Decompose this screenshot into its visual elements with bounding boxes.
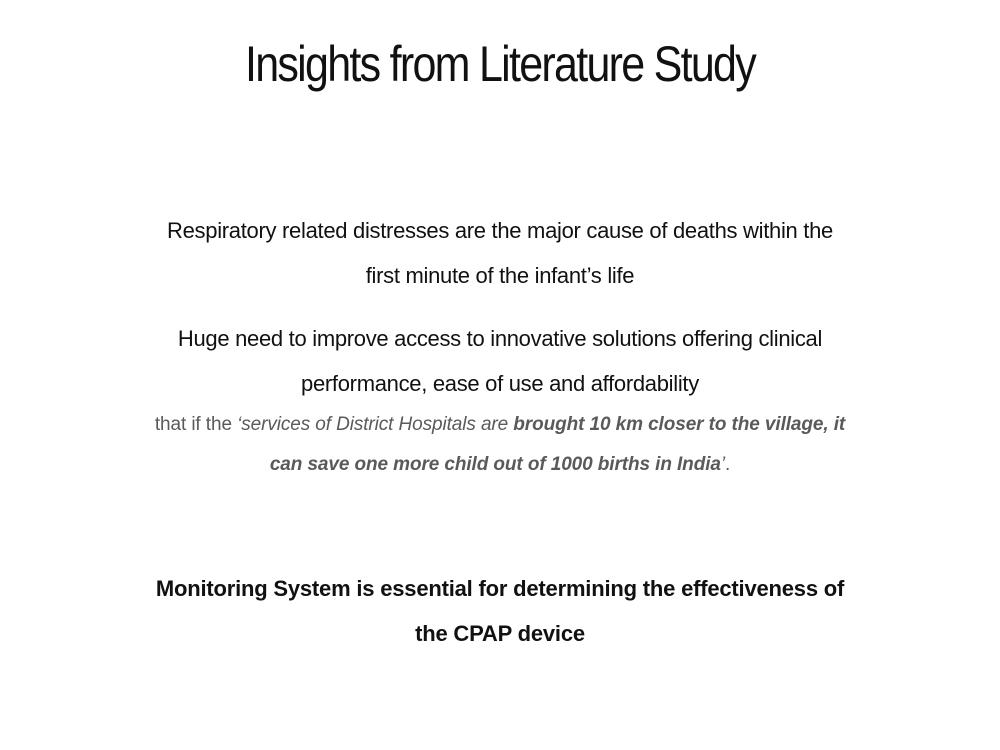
quote-close-mark: ’ xyxy=(720,454,725,475)
quote-prefix: that if the xyxy=(154,414,238,435)
quote-suffix: . xyxy=(724,454,731,475)
quote-italic-text: services of District Hospitals are xyxy=(241,414,514,435)
insight-access-need: Huge need to improve access to innovative solutions offering clinical performance, ease of use and affordability xyxy=(177,326,823,396)
slide-title: Insights from Literature Study xyxy=(244,36,756,92)
monitoring-system-conclusion: Monitoring System is essential for determining the effectiveness of the CPAP device xyxy=(155,576,845,646)
quote-open-mark: ‘ xyxy=(237,414,242,435)
district-hospital-quote xyxy=(150,405,850,485)
quote-bold-text: brought 10 km closer to the village, it can save one more child out of 1000 births in India xyxy=(269,414,846,475)
insight-respiratory-distress: Respiratory related distresses are the major cause of deaths within the first minute of the infant’s life xyxy=(167,218,833,288)
